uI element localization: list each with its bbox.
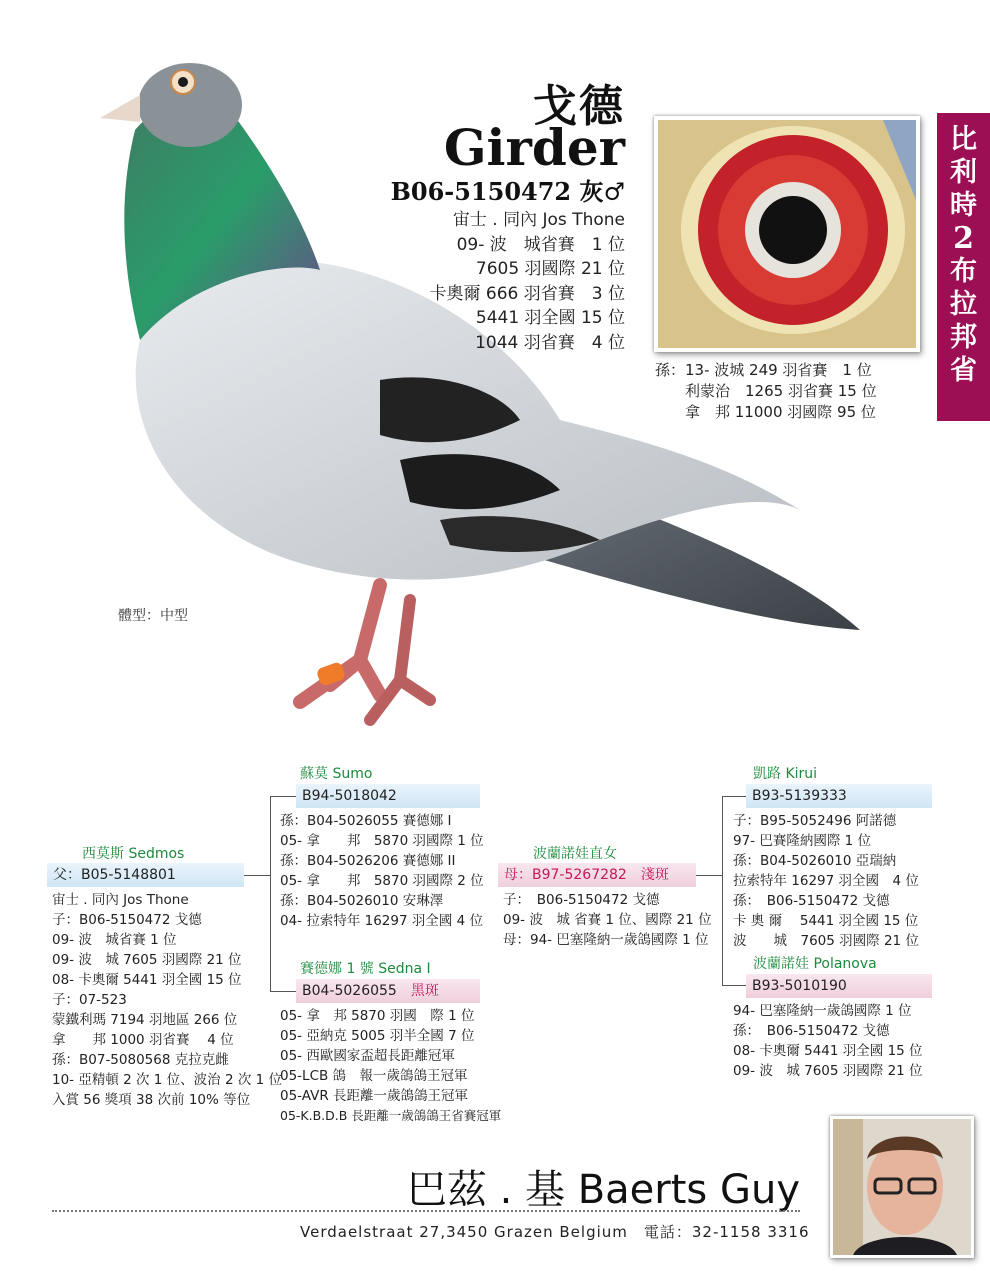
body-type: 體型：中型 (118, 608, 188, 624)
dam-sire-details (733, 811, 919, 951)
caption-line: 拿 邦 11000 羽國際 95 位 (655, 403, 876, 421)
ring-number: B06-5150472 灰♂ (390, 177, 625, 206)
detail-line: 卡 奧 爾 5441 羽全國 15 位 (733, 913, 919, 929)
detail-line: 05-K.B.D.B 長距離一歲鴿鴿王省賽冠軍 (280, 1108, 502, 1123)
ring-color: 黑斑 (410, 983, 439, 999)
eye-caption (655, 360, 877, 423)
detail-line: 09- 波 城 7605 羽國際 21 位 (52, 952, 242, 968)
result-line: 1044 羽省賽 4 位 (475, 332, 625, 353)
detail-line: 孫：B04-5026010 亞瑞納 (733, 853, 897, 869)
region-tab (937, 113, 990, 421)
connector-line (270, 796, 296, 797)
detail-line: 09- 波 城省賽 1 位 (52, 932, 177, 948)
owner-name: 巴茲 . 基 Baerts Guy (406, 1167, 800, 1213)
owner-address: Verdaelstraat 27,3450 Grazen Belgium 電話：32-1158 3316 (300, 1223, 810, 1241)
pigeon-name-en: Girder (443, 118, 625, 177)
portrait-illustration (833, 1119, 971, 1255)
detail-line: 子： B06-5150472 戈德 (503, 892, 660, 908)
connector-line (696, 875, 722, 876)
detail-line: 拉索特年 16297 羽全國 4 位 (733, 873, 919, 889)
detail-line: 母：94- 巴塞隆納一歲鴿國際 1 位 (503, 932, 709, 948)
results-list (430, 208, 625, 356)
detail-line: 05-LCB 鴿 報一歲鴿鴿王冠軍 (280, 1068, 468, 1084)
dam-sire-ring: B93-5139333 (746, 784, 932, 808)
detail-line: 05-AVR 長距離一歲鴿鴿王冠軍 (280, 1088, 469, 1104)
detail-line: 08- 卡奧爾 5441 羽全國 15 位 (52, 972, 242, 988)
dam-details (503, 890, 712, 950)
detail-line: 宙士 . 同內 Jos Thone (52, 892, 189, 908)
owner-photo (830, 1116, 974, 1258)
connector-line (722, 796, 723, 986)
detail-line: 孫：B04-5026010 安琳澤 (280, 893, 444, 909)
detail-line: 孫：B07-5080568 克拉克雌 (52, 1052, 229, 1068)
tab-char: 比 (950, 124, 977, 155)
detail-line: 蒙鐵利瑪 7194 羽地區 266 位 (52, 1012, 238, 1028)
pigeon-name-zh: 戈德 (533, 81, 625, 132)
tab-char: 利 (950, 157, 977, 188)
ring-text: 母：B97-5267282 (504, 867, 627, 883)
detail-line: 子：07-523 (52, 992, 127, 1008)
detail-line: 孫：B04-5026055 賽德娜 I (280, 813, 452, 829)
tab-char: 2 (953, 221, 974, 256)
detail-line: 05- 亞納克 5005 羽半全國 7 位 (280, 1028, 475, 1044)
sire-sire-name: 蘇莫 Sumo (300, 766, 373, 782)
detail-line: 97- 巴賽隆納國際 1 位 (733, 833, 872, 849)
sire-sire-ring: B94-5018042 (296, 784, 480, 808)
detail-line: 孫： B06-5150472 戈德 (733, 893, 890, 909)
detail-line: 09- 波 城 7605 羽國際 21 位 (733, 1063, 923, 1079)
eye-photo (654, 116, 920, 352)
connector-line (722, 985, 746, 986)
detail-line: 05- 西歐國家盃超長距離冠軍 (280, 1048, 455, 1064)
connector-line (722, 796, 746, 797)
dam-dam-name: 波蘭諾娃 Polanova (753, 956, 877, 972)
result-line: 卡奧爾 666 羽省賽 3 位 (429, 283, 625, 304)
caption-line: 孫：13- 波城 249 羽省賽 1 位 (655, 361, 872, 379)
sire-details (52, 890, 282, 1110)
dam-dam-details (733, 1001, 923, 1081)
detail-line: 子：B06-5150472 戈德 (52, 912, 202, 928)
result-line: 宙士 . 同內 Jos Thone (452, 210, 625, 230)
result-line: 7605 羽國際 21 位 (475, 259, 625, 280)
sire-ring: 父：B05-5148801 (47, 863, 244, 887)
ring-color: 淺斑 (640, 867, 669, 883)
ring-text: B04-5026055 (302, 983, 397, 999)
sire-dam-name: 賽德娜 1 號 Sedna I (300, 961, 431, 977)
detail-line: 入賞 56 獎項 38 次前 10% 等位 (52, 1092, 251, 1108)
detail-line: 05- 拿 邦 5870 羽國 際 1 位 (280, 1008, 475, 1024)
detail-line: 波 城 7605 羽國際 21 位 (733, 933, 919, 949)
sire-name: 西莫斯 Sedmos (82, 846, 185, 862)
dam-dam-ring: B93-5010190 (746, 974, 932, 998)
tab-char: 布 (950, 256, 977, 287)
detail-line: 05- 拿 邦 5870 羽國際 2 位 (280, 873, 484, 889)
result-line: 5441 羽全國 15 位 (475, 308, 625, 329)
sire-dam-ring (296, 979, 480, 1003)
detail-line: 子：B95-5052496 阿諾德 (733, 813, 897, 829)
sire-dam-details (280, 1006, 501, 1126)
tab-char: 拉 (950, 289, 977, 320)
tab-char: 省 (950, 355, 977, 386)
connector-line (244, 875, 270, 876)
detail-line: 04- 拉索特年 16297 羽全國 4 位 (280, 913, 484, 929)
sire-sire-details (280, 811, 484, 931)
detail-line: 孫：B04-5026206 賽德娜 II (280, 853, 456, 869)
tab-char: 邦 (950, 322, 977, 353)
caption-line: 利蒙治 1265 羽省賽 15 位 (655, 382, 877, 400)
dotted-divider (52, 1210, 800, 1212)
result-line: 09- 波 城省賽 1 位 (456, 234, 625, 255)
detail-line: 拿 邦 1000 羽省賽 4 位 (52, 1032, 234, 1048)
detail-line: 05- 拿 邦 5870 羽國際 1 位 (280, 833, 484, 849)
dam-ring (498, 863, 696, 887)
detail-line: 10- 亞精頓 2 次 1 位、波治 2 次 1 位 (52, 1072, 283, 1088)
dam-name: 波蘭諾娃直女 (533, 846, 617, 862)
detail-line: 94- 巴塞隆納一歲鴿國際 1 位 (733, 1003, 912, 1019)
detail-line: 08- 卡奧爾 5441 羽全國 15 位 (733, 1043, 923, 1059)
tab-char: 時 (950, 190, 977, 221)
detail-line: 09- 波 城 省賽 1 位、國際 21 位 (503, 912, 712, 928)
dam-sire-name: 凱路 Kirui (753, 766, 818, 782)
eye-illustration (658, 120, 916, 348)
detail-line: 孫： B06-5150472 戈德 (733, 1023, 890, 1039)
